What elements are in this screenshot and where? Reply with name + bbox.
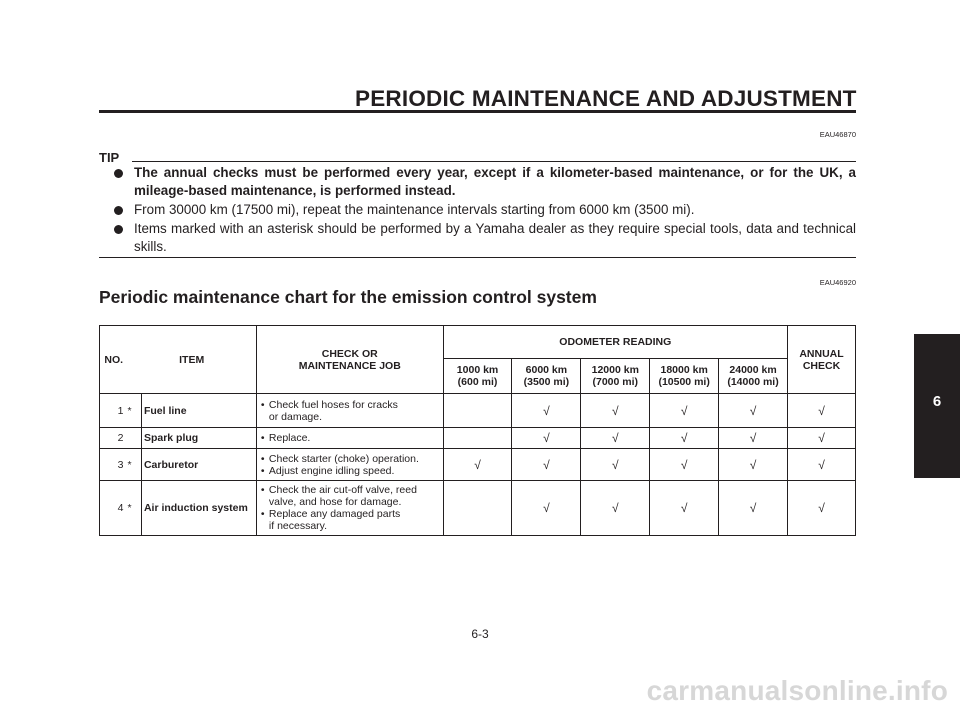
maintenance-chart-table [99, 325, 856, 536]
row-asterisk [127, 428, 141, 449]
row-number: 2 [100, 428, 128, 449]
job-entry [261, 453, 443, 465]
header-rule [99, 110, 856, 113]
bullet-icon: • [260, 464, 265, 477]
job-text: Adjust engine idling speed. [268, 464, 395, 477]
check-cell: √ [581, 394, 650, 428]
row-item: Air induction system [141, 481, 256, 536]
row-item: Spark plug [141, 428, 256, 449]
row-number: 1 [100, 394, 128, 428]
check-cell: √ [650, 449, 719, 481]
header-odometer-col [443, 359, 512, 394]
row-jobs [256, 449, 443, 481]
header-odometer-col [719, 359, 788, 394]
table-row [100, 428, 856, 449]
job-text: Check fuel hoses for cracks [268, 398, 398, 411]
tip-item [112, 164, 856, 200]
section-title: Periodic maintenance chart for the emission control system [99, 287, 597, 307]
header-annual-line: ANNUAL [799, 347, 844, 360]
bullet-icon: • [260, 508, 265, 520]
job-text: Replace any damaged parts [268, 508, 401, 520]
page-number: 6-3 [471, 627, 489, 641]
check-cell: √ [512, 428, 581, 449]
header-annual-line: CHECK [802, 359, 841, 372]
job-entry [261, 484, 443, 508]
row-number: 3 [100, 449, 128, 481]
check-cell: √ [650, 394, 719, 428]
job-entry [261, 465, 443, 477]
row-asterisk: * [127, 394, 141, 428]
header-odometer-col [581, 359, 650, 394]
check-cell: √ [787, 428, 855, 449]
table-row [100, 481, 856, 536]
odometer-mi: (3500 mi) [523, 376, 570, 388]
tip-item [112, 201, 856, 219]
bullet-icon: • [260, 452, 265, 465]
row-asterisk: * [127, 449, 141, 481]
job-text: Check the air cut-off valve, reed [268, 484, 417, 496]
check-cell: √ [581, 428, 650, 449]
check-cell: √ [512, 394, 581, 428]
odometer-mi: (600 mi) [457, 376, 498, 388]
row-item: Carburetor [141, 449, 256, 481]
header-annual [787, 326, 855, 394]
odometer-mi: (7000 mi) [592, 376, 639, 388]
bullet-icon [114, 225, 123, 234]
tip-item-text: From 30000 km (17500 mi), repeat the maintenance intervals starting from 6000 km (3500 mi). [134, 202, 695, 217]
bullet-icon: • [260, 398, 265, 411]
bullet-icon [114, 169, 123, 178]
job-entry [261, 508, 443, 532]
check-cell: √ [787, 481, 855, 536]
header-odometer: ODOMETER READING [443, 326, 787, 359]
tip-item-text: The annual checks must be performed every year, except if a kilometer-based maintenance, or for the UK, a mileage-based maintenance, is performed instead. [134, 165, 856, 198]
row-number: 4 [100, 481, 128, 536]
check-cell: √ [650, 428, 719, 449]
check-cell: √ [443, 449, 512, 481]
job-text: if necessary. [268, 520, 328, 532]
check-cell: √ [719, 481, 788, 536]
tip-item [112, 220, 856, 256]
row-jobs [256, 394, 443, 428]
page-header-title: PERIODIC MAINTENANCE AND ADJUSTMENT [355, 86, 857, 111]
bullet-icon: • [260, 432, 265, 444]
job-text: valve, and hose for damage. [268, 496, 402, 508]
check-cell: √ [719, 428, 788, 449]
check-cell: √ [719, 394, 788, 428]
tip-rule-top [132, 161, 856, 162]
check-cell [443, 428, 512, 449]
tip-list [112, 164, 856, 257]
check-cell: √ [650, 481, 719, 536]
bullet-icon [114, 206, 123, 215]
row-jobs [256, 428, 443, 449]
tip-rule-bottom [99, 257, 856, 258]
check-cell: √ [719, 449, 788, 481]
check-cell: √ [787, 449, 855, 481]
table-row [100, 449, 856, 481]
job-text: Replace. [268, 432, 311, 444]
check-cell: √ [581, 481, 650, 536]
odometer-km: 1000 km [456, 364, 499, 376]
job-text: Check starter (choke) operation. [268, 452, 419, 465]
header-check-job [256, 326, 443, 394]
row-asterisk: * [127, 481, 141, 536]
job-text: or damage. [268, 410, 323, 423]
chart-reference-code: EAU46920 [819, 278, 856, 287]
check-cell [443, 394, 512, 428]
row-jobs [256, 481, 443, 536]
tip-item-text: Items marked with an asterisk should be performed by a Yamaha dealer as they require special tools, data and technical skills. [134, 221, 856, 254]
odometer-mi: (10500 mi) [658, 376, 710, 388]
check-cell: √ [581, 449, 650, 481]
check-cell: √ [512, 481, 581, 536]
odometer-km: 18000 km [660, 364, 708, 376]
tip-label: TIP [99, 150, 120, 165]
header-check-job-line: CHECK OR [321, 347, 378, 360]
odometer-km: 6000 km [525, 364, 568, 376]
header-odometer-col [650, 359, 719, 394]
tip-reference-code: EAU46870 [819, 130, 856, 139]
job-entry [261, 399, 443, 423]
job-entry [261, 432, 443, 444]
check-cell [443, 481, 512, 536]
odometer-mi: (14000 mi) [727, 376, 779, 388]
chapter-number: 6 [932, 393, 942, 410]
header-odometer-col [512, 359, 581, 394]
header-check-job-line: MAINTENANCE JOB [298, 359, 401, 372]
odometer-km: 24000 km [729, 364, 777, 376]
header-no: NO. [100, 326, 128, 394]
odometer-km: 12000 km [591, 364, 639, 376]
row-item: Fuel line [141, 394, 256, 428]
header-item: ITEM [127, 326, 256, 394]
check-cell: √ [512, 449, 581, 481]
check-cell: √ [787, 394, 855, 428]
table-row [100, 394, 856, 428]
watermark: carmanualsonline.info [646, 675, 948, 706]
bullet-icon: • [260, 484, 265, 496]
